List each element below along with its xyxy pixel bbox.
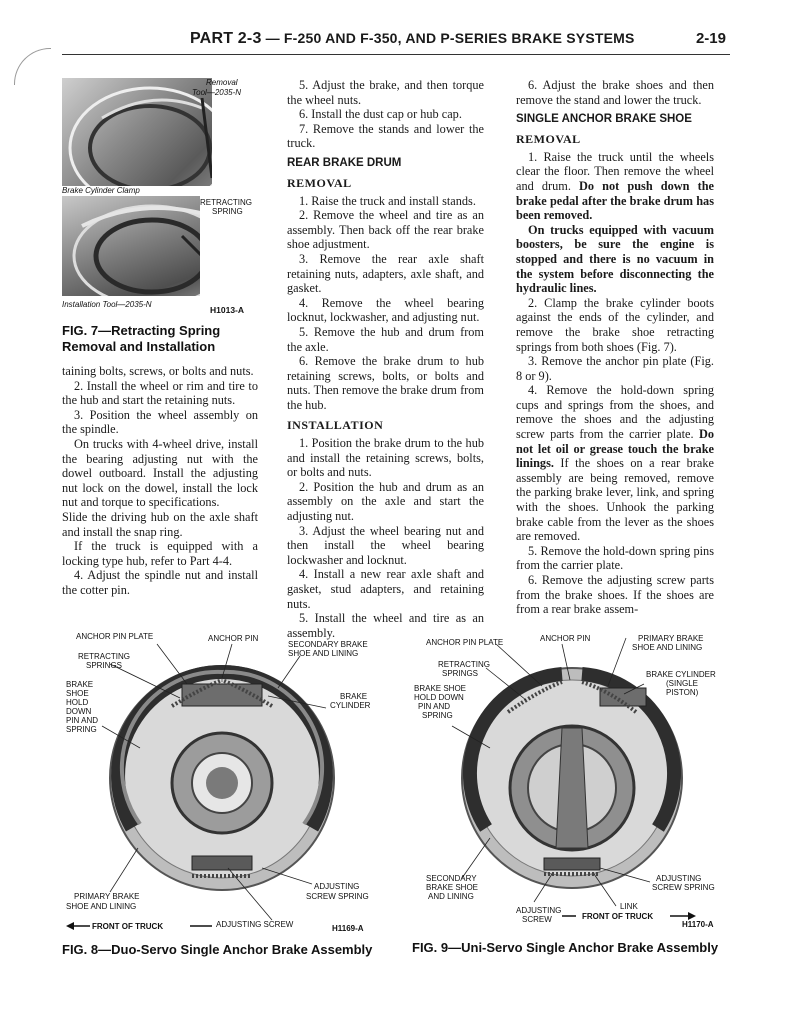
- fig8-label-down: DOWN: [66, 707, 92, 716]
- fig8-label-adjusting: ADJUSTING: [314, 882, 360, 891]
- fig7-label-installation: Installation Tool—2035-N: [62, 300, 152, 309]
- page-corner-mark: [14, 48, 51, 85]
- fig9-label-retracting: RETRACTING: [438, 660, 490, 669]
- fig9-label-pin-and: PIN AND: [418, 702, 451, 711]
- fig9-label-secondary-2: BRAKE SHOE: [426, 883, 479, 892]
- fig9-label-spring: SPRING: [422, 711, 453, 720]
- figure-7: [62, 78, 262, 318]
- fig8-code: H1169-A: [332, 924, 364, 933]
- column-3-text: 6. Adjust the brake shoes and then remove the stand and lower the truck. SINGLE ANCHOR BRAKE SHOE REMOVAL 1. Raise the truck until the wheels clear the floor. Then remove the wheel and drum. Do not push down the brake pedal after the brake drum has been removed. On trucks equipped with vacuum boosters, be sure the engine is stopped and there is no vacuum in the system before disconnecting the hydraulic lines. 2. Clamp the brake cylinder boots against the ends of the cylinder, and remove the brake shoe retracting springs from both shoes (Fig. 7). 3. Remove the anchor pin plate (Fig. 8 or 9). 4. Remove the hold-down spring cups and springs from the shoes, and remove the shoes and the adjusting screw parts from the carrier plate. Do not let oil or grease touch the brake linings. If the shoes on a rear brake assembly are being removed, remove the parking brake lever, link, and spring with the shoes. Unhook the parking brake cable from the lever as the shoes are removed. 5. Remove the hold-down spring pins from the carrier plate. 6. Remove the adjusting screw parts from the brake shoes. If the shoes are from a rear brake assem-: [516, 78, 714, 617]
- fig9-label-anchor-pin: ANCHOR PIN: [540, 634, 591, 643]
- fig8-label-front: FRONT OF TRUCK: [92, 922, 164, 931]
- fig8-label-secondary: SECONDARY BRAKE: [288, 640, 368, 649]
- fig8-label-primary: PRIMARY BRAKE: [74, 892, 140, 901]
- fig9-label-link: LINK: [620, 902, 638, 911]
- fig8-caption: FIG. 8—Duo-Servo Single Anchor Brake Assembly: [62, 942, 373, 957]
- heading-installation: INSTALLATION: [287, 418, 384, 433]
- fig7-label-spring: SPRING: [212, 207, 243, 216]
- fig8-label-anchor-pin-plate: ANCHOR PIN PLATE: [76, 632, 154, 641]
- fig8-label-screw-spring: SCREW SPRING: [306, 892, 369, 901]
- fig7-label-removal: Removal: [206, 78, 238, 87]
- fig9-label-front: FRONT OF TRUCK: [582, 912, 654, 921]
- figure-9: [412, 628, 730, 938]
- heading-removal: REMOVAL: [287, 175, 352, 190]
- fig7-label-removal-tool: Tool—2035-N: [192, 88, 242, 97]
- fig9-code: H1170-A: [682, 920, 714, 929]
- fig9-caption: FIG. 9—Uni-Servo Single Anchor Brake Assembly: [412, 940, 719, 955]
- fig8-label-brake: BRAKE: [66, 680, 94, 689]
- heading-rear-brake-drum: REAR BRAKE DRUM: [287, 156, 402, 169]
- fig8-label-pin-and: PIN AND: [66, 716, 99, 725]
- fig7-caption: FIG. 7—Retracting Spring Removal and Installation: [62, 323, 221, 354]
- fig9-label-springs: SPRINGS: [442, 669, 479, 678]
- fig7-label-clamp: Brake Cylinder Clamp: [62, 186, 144, 195]
- fig9-label-brake-shoe: BRAKE SHOE: [414, 684, 467, 693]
- heading-single-anchor: SINGLE ANCHOR BRAKE SHOE: [516, 113, 692, 126]
- fig7-code: H1013-A: [210, 305, 245, 315]
- fig8-label-cylinder: CYLINDER: [330, 701, 371, 710]
- fig8-label-brake-cyl: BRAKE: [340, 692, 368, 701]
- page-number: 2-19: [695, 30, 726, 47]
- column-2-text: 5. Adjust the brake, and then torque the wheel nuts. 6. Install the dust cap or hub cap. 7. Remove the stands and lower the truck. REAR BRAKE DRUM REMOVAL 1. Raise the truck and install stands. 2. Remove the wheel and tire as an assembly. Then back off the rear brake shoe adjustment. 3. Remove the rear axle shaft retaining nuts, adapters, axle shaft, and gasket. 4. Remove the wheel bearing locknut, lockwasher, and adjusting nut. 5. Remove the hub and drum from the axle. 6. Remove the brake drum to hub retaining screws, bolts, or bolts and nuts. Then remove the brake drum from the hub. INSTALLATION 1. Position the brake drum to the hub and install the retaining screws, bolts, or bolts and nuts. 2. Position the hub and drum as an assembly on the axle and start the adjusting nut. 3. Adjust the wheel bearing nut and then install the wheel bearing lockwasher and locknut. 4. Install a new rear axle shaft and gasket, stud adapters, and retaining nuts. 5. Install the wheel and tire as an assembly.: [287, 78, 484, 640]
- figure-8: [62, 628, 380, 938]
- fig9-label-brake-cyl: BRAKE CYLINDER: [646, 670, 716, 679]
- fig9-label-secondary: SECONDARY: [426, 874, 477, 883]
- fig9-label-piston: PISTON): [666, 688, 699, 697]
- fig8-label-spring: SPRING: [66, 725, 97, 734]
- fig9-label-primary: PRIMARY BRAKE: [638, 634, 704, 643]
- fig8-label-hold: HOLD: [66, 698, 89, 707]
- fig9-label-adjusting: ADJUSTING: [656, 874, 702, 883]
- fig8-label-springs: SPRINGS: [86, 661, 123, 670]
- fig8-label-secondary-2: SHOE AND LINING: [288, 649, 359, 658]
- fig9-label-screw: SCREW: [522, 915, 552, 924]
- fig7-label-retracting: RETRACTING: [200, 198, 252, 207]
- column-1-text: taining bolts, screws, or bolts and nuts. 2. Install the wheel or rim and tire to the hub and start the retaining nuts. 3. Position the wheel assembly on the spindle. On trucks with 4-wheel drive, install the bearing adjusting nut with the dowel outboard. Install the adjusting nut lock on the dowel, install the lock nut and torque to specifications. Slide the driving hub on the axle shaft and install the snap ring. If the truck is equipped with a locking type hub, refer to Part 4-4. 4. Adjust the spindle nut and install the cotter pin.: [62, 364, 258, 597]
- fig9-label-hold-down: HOLD DOWN: [414, 693, 464, 702]
- fig9-label-adjusting-screw: ADJUSTING: [516, 906, 562, 915]
- fig9-label-primary-2: SHOE AND LINING: [632, 643, 703, 652]
- fig8-label-adjusting-screw: ADJUSTING SCREW: [216, 920, 294, 929]
- fig8-label-primary-2: SHOE AND LINING: [66, 902, 137, 911]
- page-header: [62, 30, 730, 55]
- heading-removal-2: REMOVAL: [516, 132, 581, 147]
- fig9-label-single: (SINGLE: [666, 679, 699, 688]
- fig8-label-anchor-pin: ANCHOR PIN: [208, 634, 259, 643]
- fig9-label-secondary-3: AND LINING: [428, 892, 474, 901]
- fig8-label-retracting: RETRACTING: [78, 652, 130, 661]
- fig9-label-screw-spring: SCREW SPRING: [652, 883, 715, 892]
- fig9-label-anchor-pin-plate: ANCHOR PIN PLATE: [426, 638, 504, 647]
- header-title: PART 2-3 — F-250 AND F-350, AND P-SERIES BRAKE SYSTEMS: [190, 30, 635, 47]
- fig8-label-shoe: SHOE: [66, 689, 89, 698]
